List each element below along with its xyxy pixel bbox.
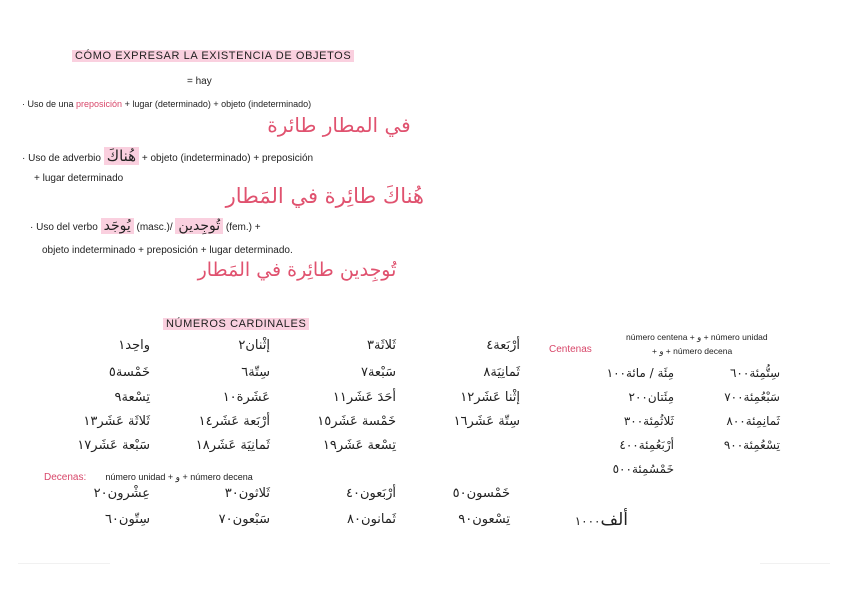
decena-num: ٣٠: [224, 486, 239, 501]
bullet-verb: [30, 218, 261, 234]
centenas-label: Centenas: [549, 344, 592, 355]
cardinal-1: [40, 338, 150, 353]
bullet3-prefix: · Uso del verbo: [30, 222, 101, 233]
centenas-formula-2: + و + número decena: [652, 346, 733, 356]
bullet3-fem: (fem.) +: [225, 222, 261, 233]
cardinal-word: عَشَرة: [236, 390, 270, 405]
centena-num: ٨٠٠: [726, 414, 746, 428]
cardinal-word: ثَمانِيَة عَشَر: [209, 438, 270, 453]
bullet2-suffix: + objeto (indeterminado) + preposición: [139, 153, 314, 164]
cardinal-4: [410, 338, 520, 353]
cardinal-word: ثَمانِيَة: [490, 365, 520, 380]
example-preposition-ar: في المطار طائرة: [267, 113, 411, 137]
cardinal-word: سَبْعة: [367, 365, 396, 380]
cardinal-18: [160, 438, 270, 453]
centena-800: [690, 414, 780, 428]
cardinal-word: أحَدَ عَشَر: [346, 390, 396, 405]
cardinal-9: [40, 390, 150, 405]
bullet1-prefix: · Uso de una: [22, 99, 77, 109]
decena-90: [400, 512, 510, 527]
decena-80: [286, 512, 396, 527]
cardinal-num: ١٦: [453, 414, 468, 429]
centena-900: [690, 438, 780, 452]
example-adverb-ar: هُناكَ طائِرة في المَطار: [225, 184, 424, 208]
decena-60: [40, 512, 150, 527]
thousand: [548, 510, 628, 530]
cardinal-word: تِسْعة عَشَر: [336, 438, 396, 453]
cardinal-word: أرْبَعة: [493, 338, 520, 353]
cardinal-num: ٦: [241, 365, 249, 380]
bullet3-verb-masc-ar: يُوجَد: [101, 218, 134, 234]
cardinal-word: أرْبَعة عَشَر: [212, 414, 270, 429]
cardinal-num: ١٨: [195, 438, 210, 453]
cardinal-13: [40, 414, 150, 429]
cardinal-num: ٤: [486, 338, 494, 353]
decena-word: سَبْعون: [232, 512, 270, 527]
decena-40: [286, 486, 396, 501]
centena-num: ٦٠٠: [729, 366, 750, 380]
decena-num: ٨٠: [347, 512, 362, 527]
centena-num: ٢٠٠: [628, 390, 648, 404]
decena-word: ثَمانون: [361, 512, 396, 527]
decena-70: [160, 512, 270, 527]
existence-title: [72, 50, 354, 62]
example-verb-ar: تُوجِدين طائِرة في المَطار: [197, 259, 397, 281]
cardinal-3: [286, 338, 396, 353]
centena-word: سِتُّمِئة: [749, 366, 780, 380]
decena-num: ٤٠: [345, 486, 360, 501]
bullet2-line2: + lugar determinado: [34, 173, 124, 184]
centena-num: ٤٠٠: [619, 438, 639, 452]
bullet-preposition: [22, 99, 311, 109]
cardinal-7: [286, 365, 396, 380]
decena-word: سِتّون: [118, 512, 150, 527]
cardinal-num: ١٩: [322, 438, 337, 453]
thousand-num: ١٠٠٠: [574, 514, 601, 528]
centena-700: [690, 390, 780, 404]
cardinal-num: ٩: [114, 390, 122, 405]
bullet3-verb-fem-ar: تُوجِدين: [175, 218, 223, 234]
cardinal-word: ثَلاثَة عَشَر: [97, 414, 150, 429]
decena-word: تِسْعون: [472, 512, 510, 527]
cardinal-11: [286, 390, 396, 405]
page-edge-right: [760, 563, 830, 564]
cardinal-word: خَمْسة عَشَر: [331, 414, 396, 429]
centena-word: أرْبَعُمِئة: [638, 438, 674, 452]
cardinal-word: واحِد: [125, 338, 150, 353]
cardinal-num: ١٢: [460, 390, 475, 405]
numbers-title: [163, 318, 309, 330]
cardinal-num: ١٣: [83, 414, 98, 429]
cardinal-6: [160, 365, 270, 380]
centena-word: مِئَة / مائة: [625, 366, 674, 380]
centena-num: ١٠٠: [606, 366, 626, 380]
cardinal-word: خَمْسة: [115, 365, 150, 380]
decena-word: ثَلاثون: [238, 486, 270, 501]
cardinal-8: [410, 365, 520, 380]
cardinal-num: ١٥: [317, 414, 332, 429]
cardinal-12: [410, 390, 520, 405]
centena-600: [690, 366, 780, 380]
centena-word: مِئَتان: [647, 390, 674, 404]
cardinal-num: ٧: [360, 365, 368, 380]
bullet1-suffix: + lugar (determinado) + objeto (indeterminado): [122, 99, 312, 109]
cardinal-16: [410, 414, 520, 429]
decena-num: ٢٠: [93, 486, 108, 501]
cardinal-19: [286, 438, 396, 453]
cardinal-17: [40, 438, 150, 453]
cardinal-num: ٨: [483, 365, 491, 380]
decena-word: خَمْسون: [466, 486, 510, 501]
decena-num: ٩٠: [458, 512, 473, 527]
decena-word: أرْبَعون: [359, 486, 396, 501]
cardinal-2: [160, 338, 270, 353]
cardinal-word: سِتّة عَشَر: [467, 414, 520, 429]
centena-num: ٣٠٠: [623, 414, 644, 428]
cardinal-word: تِسْعة: [121, 390, 150, 405]
bullet2-prefix: · Uso de adverbio: [22, 153, 104, 164]
bullet3-slash: /: [169, 222, 173, 233]
bullet3-masc: (masc.): [136, 222, 170, 233]
centena-num: ٥٠٠: [612, 462, 632, 476]
centenas-formula-1: número centena + و + número unidad: [626, 332, 768, 342]
decena-num: ٦٠: [104, 512, 119, 527]
centena-word: سَبْعُمِئة: [743, 390, 780, 404]
centena-400: [548, 438, 674, 452]
decenas-formula: número unidad + و + número decena: [105, 472, 253, 482]
centena-num: ٧٠٠: [724, 390, 744, 404]
bullet-adverb: [22, 147, 313, 165]
numbers-title-text: NÚMEROS CARDINALES: [163, 318, 309, 330]
cardinal-num: ١١: [332, 390, 347, 405]
decena-30: [160, 486, 270, 501]
cardinal-num: ١٤: [198, 414, 213, 429]
centena-word: تِسْعُمِئة: [743, 438, 780, 452]
centena-word: خَمْسُمِئة: [631, 462, 674, 476]
cardinal-10: [160, 390, 270, 405]
decena-num: ٧٠: [218, 512, 233, 527]
cardinal-num: ١٧: [77, 438, 92, 453]
decena-50: [400, 486, 510, 501]
cardinal-num: ٣: [367, 338, 375, 353]
cardinal-14: [160, 414, 270, 429]
bullet1-prep-word: preposición: [76, 99, 123, 109]
centena-200: [548, 390, 674, 404]
cardinal-5: [40, 365, 150, 380]
cardinal-num: ٢: [238, 338, 246, 353]
cardinal-15: [286, 414, 396, 429]
decena-word: عِشْرون: [107, 486, 150, 501]
cardinal-word: إثْنان: [245, 338, 270, 353]
thousand-word: ألف: [600, 510, 628, 530]
cardinal-num: ١: [118, 338, 126, 353]
centena-100: [548, 366, 674, 380]
centena-300: [548, 414, 674, 428]
decena-20: [40, 486, 150, 501]
cardinal-num: ٥: [108, 365, 116, 380]
centena-num: ٩٠٠: [723, 438, 744, 452]
centena-word: ثَلاثُمِئة: [643, 414, 674, 428]
existence-title-text: CÓMO EXPRESAR LA EXISTENCIA DE OBJETOS: [72, 50, 354, 62]
decenas-label: Decenas:: [44, 472, 87, 483]
page-edge-left: [18, 563, 110, 564]
bullet2-adverb-ar: هُناكَ: [104, 147, 139, 165]
centena-500: [548, 462, 674, 476]
decena-num: ٥٠: [452, 486, 467, 501]
cardinal-num: ١٠: [222, 390, 237, 405]
cardinal-word: سَبْعة عَشَر: [91, 438, 150, 453]
cardinal-word: سِتّة: [248, 365, 270, 380]
centena-word: ثَمانِمِئة: [745, 414, 780, 428]
hay-equivalent: = hay: [187, 76, 212, 87]
cardinal-word: إثْنا عَشَر: [474, 390, 520, 405]
bullet3-line2: objeto indeterminado + preposición + lugar determinado.: [42, 245, 293, 256]
cardinal-word: ثَلاثَة: [374, 338, 396, 353]
decenas-header: [44, 465, 253, 484]
